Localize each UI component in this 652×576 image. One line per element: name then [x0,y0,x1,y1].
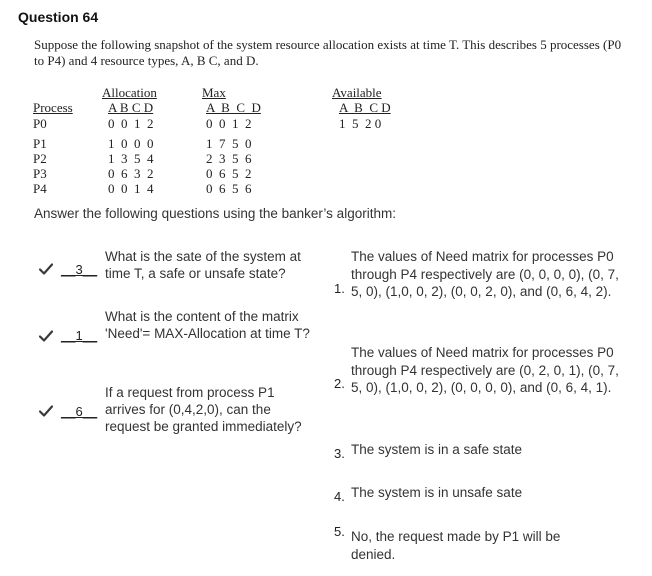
available-header: Available [332,85,382,100]
check-icon [39,405,53,417]
match-question: What is the sate of the system at time T, a safe or unsafe state? [105,249,301,281]
option-number: 5. [334,524,345,539]
allocation-header: Allocation [102,85,157,100]
option-number: 3. [334,446,345,461]
answer-select[interactable]: __1__ [61,328,98,343]
row-max: 0 0 1 2 [206,116,252,131]
option-text: The values of Need matrix for processes P0 through P4 respectively are (0, 2, 0, 1), (0, 7, 5, 0), (1,0, 0, 2), (0, 0, 0, 0), and (0, 6, 4, 1). [351,345,619,395]
row-allocation: 0 0 1 2 [108,116,154,131]
instructions: Answer the following questions using the banker’s algorithm: [34,206,396,221]
answer-select[interactable]: __3__ [61,262,98,277]
row-process: P3 [33,166,47,181]
row-process: P0 [33,116,47,131]
option-number: 2. [334,376,345,391]
option-number: 1. [334,281,345,296]
row-max: 0 6 5 6 [206,181,252,196]
max-columns: A B C D [206,100,261,115]
question-title: Question 64 [18,9,99,25]
option-text: The system is in a safe state [351,442,523,457]
row-allocation: 1 3 5 4 [108,151,154,166]
row-allocation: 0 6 3 2 [108,166,154,181]
row-process: P1 [33,136,47,151]
process-header: Process [33,100,73,115]
option-text: The system is in unsafe sate [351,485,523,500]
row-process: P2 [33,151,47,166]
match-question: What is the content of the matrix 'Need'= MAX-Allocation at time T? [105,309,310,341]
row-allocation: 1 0 0 0 [108,136,154,151]
max-header: Max [202,85,226,100]
check-icon [39,330,53,342]
match-question: If a request from process P1 arrives for (0,4,2,0), can the request be granted immediately? [105,385,302,434]
row-max: 1 7 5 0 [206,136,252,151]
check-icon [39,263,53,275]
row-max: 0 6 5 2 [206,166,252,181]
row-max: 2 3 5 6 [206,151,252,166]
available-columns: A B C D [339,100,391,115]
question-intro: Suppose the following snapshot of the system resource allocation exists at time T. This describes 5 processes (P0 to P4) and 4 resource types, A, B C, and D. [34,37,622,68]
available-values: 1 5 2 0 [339,116,382,131]
option-text: The values of Need matrix for processes P0 through P4 respectively are (0, 0, 0, 0), (0, 7, 5, 0), (1,0, 0, 2), (0, 0, 2, 0), and (0, 6, 4, 2). [351,249,619,299]
allocation-columns: A B C D [108,100,154,115]
row-allocation: 0 0 1 4 [108,181,154,196]
row-process: P4 [33,181,47,196]
option-text: No, the request made by P1 will be denied. [351,529,561,562]
option-number: 4. [334,489,345,504]
answer-select[interactable]: __6__ [61,404,98,419]
